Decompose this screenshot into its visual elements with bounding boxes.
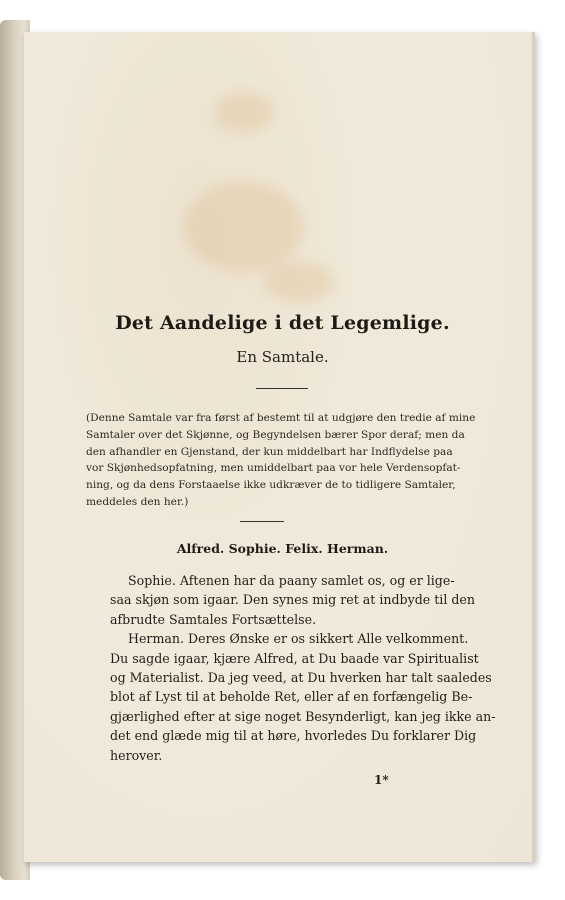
intro-line: ning, og da dens Forstaaelse ikke udkræver de to tidligere Samtaler, [86, 479, 456, 492]
page-title: Det Aandelige i det Legemlige. [115, 312, 450, 334]
dialogue-text [110, 571, 496, 765]
intro-line: (Denne Samtale var fra først af bestemt til at udgjøre den tredie af mine [86, 412, 476, 424]
divider [256, 388, 308, 389]
foxing-stain [214, 92, 274, 132]
intro-note [86, 410, 486, 511]
dialogue-line: Herman. Deres Ønske er os sikkert Alle velkomment. [128, 631, 469, 647]
foxing-stain [184, 182, 304, 272]
dialogue-line: blot af Lyst til at beholde Ret, eller af en forfængelig Be- [110, 689, 473, 705]
dialogue-line: herover. [110, 747, 163, 763]
intro-line: vor Skjønhedsopfatning, men umiddelbart paa vor hele Verdensopfat- [86, 462, 461, 475]
dialogue-line: gjærlighed efter at sige noget Besynderligt, kan jeg ikke an- [110, 708, 496, 724]
intro-line: Samtaler over det Skjønne, og Begyndelsen bærer Spor deraf; men da [86, 428, 465, 441]
dialogue-line: saa skjøn som igaar. Den synes mig ret at indbyde til den [110, 592, 475, 608]
foxing-stain [264, 262, 334, 302]
dialogue-line: og Materialist. Da jeg veed, at Du hverken har talt saaledes [110, 670, 492, 686]
divider [240, 521, 284, 522]
speakers-list: Alfred. Sophie. Felix. Herman. [176, 541, 389, 556]
dialogue-line: Sophie. Aftenen har da paany samlet os, og er lige- [128, 573, 455, 588]
page-number: 1* [374, 773, 389, 787]
page-subtitle: En Samtale. [236, 348, 329, 366]
dialogue-line: Du sagde igaar, kjære Alfred, at Du baade var Spiritualist [110, 650, 479, 666]
intro-line: den afhandler en Gjenstand, der kun middelbart har Indflydelse paa [86, 445, 453, 458]
intro-line: meddeles den her.) [86, 495, 189, 508]
dialogue-line: det end glæde mig til at høre, hvorledes Du forklarer Dig [110, 728, 477, 744]
dialogue-line: afbrudte Samtales Fortsættelse. [110, 611, 317, 627]
